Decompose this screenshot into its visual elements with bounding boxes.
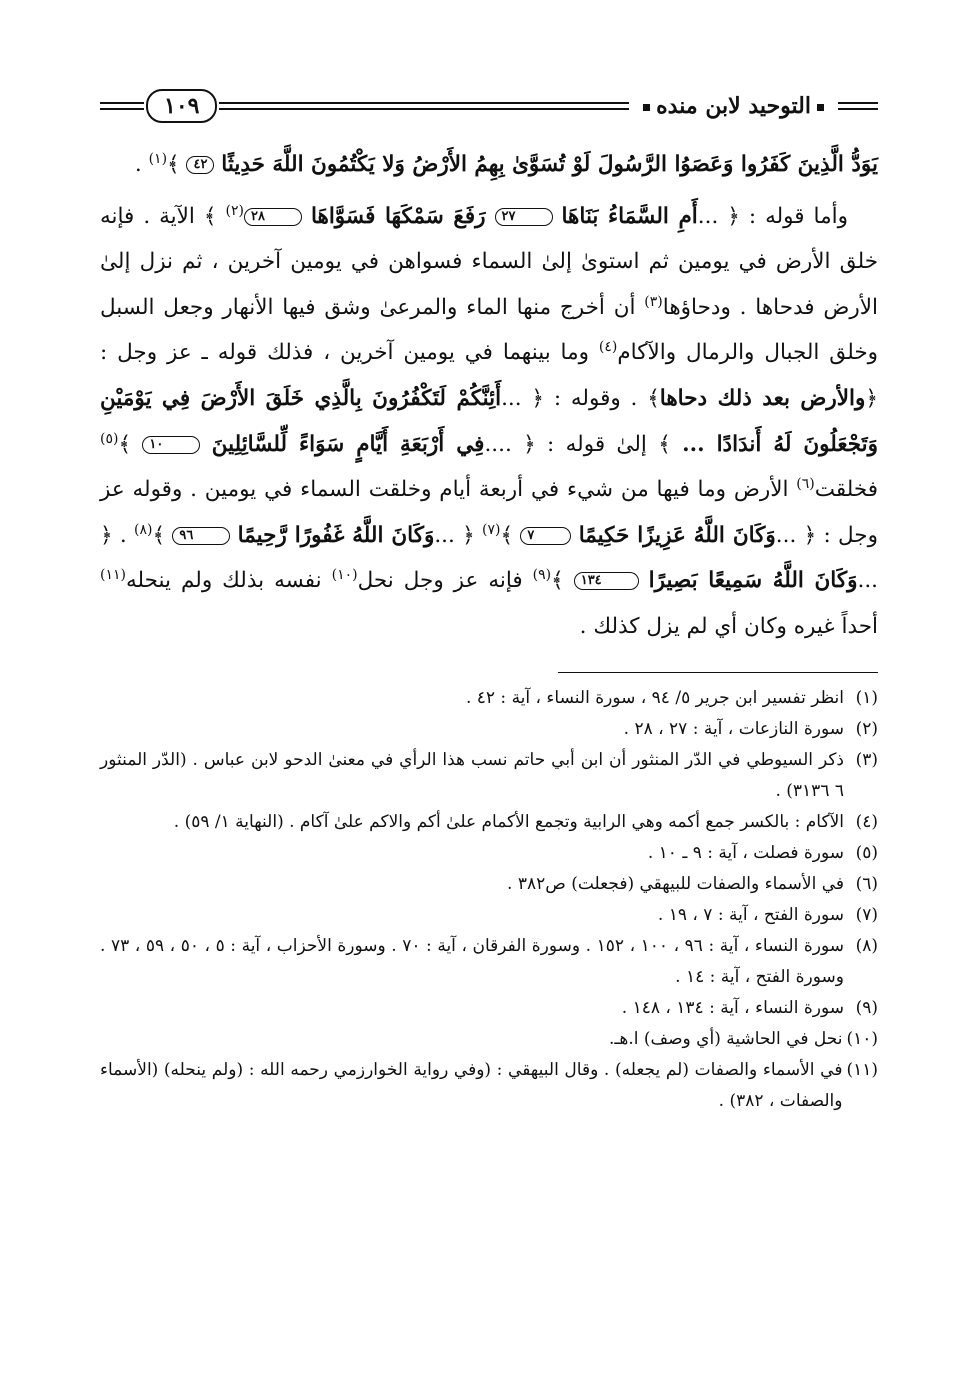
quran-quote: أَمِ السَّمَاءُ بَنَاهَا [561,203,698,229]
square-ornament-icon [643,104,650,111]
footnote [100,838,878,869]
footnote-ref: (٦) [796,476,815,492]
footnote-number: (١١) [846,1059,878,1080]
square-ornament-icon [817,104,824,111]
text-run: ﴾ إلىٰ قوله : ﴿ .... [484,431,671,457]
footnote-text: سورة النساء ، آية : ٩٦ ، ١٠٠ ، ١٥٢ . وسورة الفرقان ، آية : ٧٠ . وسورة الأحزاب ، آية : ٥ ، ٥٠ ، ٥٩ ، ٧٣ . وسورة الفتح ، آية : ١٤ . [100,935,844,987]
footnote-number: (٣) [855,749,878,770]
footnote [100,1024,878,1055]
footnote-number: (٢) [855,718,878,739]
quran-quote: والأرض بعد ذلك دحاها [659,385,866,411]
footnote [100,745,878,807]
verse-number: ٢٧ [495,208,553,226]
page-number: ١٠٩ [146,89,217,123]
verse-number: ٧ [520,527,571,545]
footnote-text: الآكام : بالكسر جمع أكمه وهي الرابية وتجمع الأكمام علىٰ أكم والاكم علىٰ آكام . (النهاية ١/ ٥٩) . [173,811,844,832]
footnote [100,993,878,1024]
quran-quote: رَفَعَ سَمْكَهَا فَسَوَّاهَا [310,203,486,229]
footnote-number: (٤) [855,811,878,832]
footnote [100,714,878,745]
text-run: أحداً غيره وكان أي لم يزل كذلك . [579,613,878,639]
footnote-text: سورة النازعات ، آية : ٢٧ ، ٢٨ . [623,718,844,739]
running-header [100,80,878,132]
quran-quote: أَئِنَّكُمْ لَتَكْفُرُونَ بِالَّذِي خَلَقَ الأَرْضَ فِي يَوْمَيْنِ وَتَجْعَلُونَ لَهُ أَندَادًا ... [100,385,879,457]
footnote-ref: (١) [148,150,168,167]
text-run: نفسه بذلك ولم ينحله [125,568,322,594]
running-title [637,93,830,119]
footnotes [100,683,878,1117]
verse-number: ٩٦ [172,527,230,545]
verse-number: ٤٢ [186,156,214,174]
quran-quote: فِي أَرْبَعَةِ أَيَّامٍ سَوَاءً لِّلسَّائِلِينَ [211,431,485,457]
text-run: وما بينهما في يومين آخرين ، فذلك قوله ـ عز وجل : ﴿ [100,340,878,411]
text-run: ﴾ . وقوله : ﴿ ... [501,385,660,411]
paragraph-2: وأما قوله : ﴿ ...أَمِ السَّمَاءُ بَنَاهَا ٢٧ رَفَعَ سَمْكَهَا فَسَوَّاهَا ٢٨$^{(٢)}$ ﴾ الآية . فإنه خلق الأرض في يومين ثم استوىٰ إلىٰ السماء فسواهن في يومين آخرين ، ثم نزل إلىٰ الأرض فدحاها . ودحاؤها$^{(٣)}$ أن أخرج منها الماء والمرعىٰ وشق فيها الأنهار وجعل السبل وخلق الجبال والرمال والآكام$^{(٤)}$ وما بينهما في يومين آخرين ، فذلك قوله ـ عز وجل : ﴿والأرض بعد ذلك دحاها﴾ . وقوله : ﴿ ...أَئِنَّكُمْ لَتَكْفُرُونَ بِالَّذِي خَلَقَ الأَرْضَ فِي يَوْمَيْنِ وَتَجْعَلُونَ لَهُ أَندَادًا ... ﴾ إلىٰ قوله : ﴿ ....فِي أَرْبَعَةِ أَيَّامٍ سَوَاءً لِّلسَّائِلِينَ ١٠ ﴾$^{(٥)}$ فخلقت$^{(٦)}$ الأرض وما فيها من شيء في أربعة أيام وخلقت السماء في يومين . وقوله عز وجل : ﴿ ...وَكَانَ اللَّهُ عَزِيزًا حَكِيمًا ٧ ﴾$^{(٧)}$ ﴿ ...وَكَانَ اللَّهُ غَفُورًا رَّحِيمًا ٩٦ ﴾$^{(٨)}$ . ﴿ ...وَكَانَ اللَّهُ سَمِيعًا بَصِيرًا ١٣٤ ﴾$^{(٩)}$ فإنه عز وجل نحل$^{(١٠)}$ نفسه بذلك ولم ينحله$^{(١١)}$ أحداً غيره وكان أي لم يزل كذلك . [100,202,879,639]
footnote-number: (١٠) [846,1028,878,1049]
footnote-ref: (٩) [532,567,552,584]
main-text [100,142,878,650]
text-run: أن أخرج منها الماء والمرعىٰ وشق فيها الأنهار وجعل السبل وخلق الجبال والرمال والآكام [100,294,878,366]
footnote-ref: (٨) [134,521,153,538]
paragraph-1: يَوَدُّ الَّذِينَ كَفَرُوا وَعَصَوُا الرَّسُولَ لَوْ تُسَوَّىٰ بِهِمُ الأَرْضُ وَلا يَكْتُمُونَ اللَّهَ حَدِيثًا ٤٢ ﴾$^{(١)}$ . [134,150,878,177]
footnote-number: (٥) [855,842,878,863]
footnote-number: (٧) [855,904,878,925]
text-run: ﴾ الآية . فإنه خلق الأرض في يومين ثم استوىٰ إلىٰ السماء فسواهن في يومين آخرين ، ثم نزل إلىٰ الأرض فدحاها . ودحاؤها [100,203,878,320]
footnote-text: سورة الفتح ، آية : ٧ ، ١٩ . [657,904,844,925]
book-title: التوحيد لابن منده [656,93,811,119]
footnote-number: (٩) [855,997,878,1018]
header-rule [838,102,878,110]
text-run: فخلقت [814,477,878,503]
book-page [100,80,878,1360]
header-rule [219,102,629,110]
quran-quote: وَكَانَ اللَّهُ سَمِيعًا بَصِيرًا [648,568,858,594]
footnote-text: سورة النساء ، آية : ١٣٤ ، ١٤٨ . [621,997,844,1018]
footnote-number: (١) [855,687,878,708]
footnote [100,1055,878,1117]
footnote-text: سورة فصلت ، آية : ٩ ـ ١٠ . [647,842,844,863]
footnote-ref: (٤) [598,339,618,356]
text-run: ﴿ ... [434,522,475,548]
footnote [100,683,878,714]
verse-number: ١٠ [142,436,200,454]
text-run: وأما قوله : ﴿ ... [697,203,848,229]
footnote [100,931,878,993]
footnote [100,869,878,900]
footnote-number: (٦) [855,873,878,894]
quran-quote: وَكَانَ اللَّهُ عَزِيزًا حَكِيمًا [578,522,776,548]
footnote-text: نحل في الحاشية (أي وصف) ا.هـ. [609,1028,843,1049]
footnote-ref: (٢) [225,202,244,219]
footnote-number: (٨) [855,935,878,956]
footnote-ref: (٣) [644,293,663,310]
text-run: فإنه عز وجل نحل [357,568,523,594]
footnote-text: انظر تفسير ابن جرير ٥/ ٩٤ ، سورة النساء ، آية : ٤٢ . [465,687,844,708]
text-run: الأرض وما فيها من شيء في أربعة أيام وخلقت السماء في يومين . وقوله عز وجل : ﴿ ... [100,477,878,548]
footnote-text: في الأسماء والصفات للبيهقي (فجعلت) ص٣٨٢ . [507,873,844,894]
footnote-ref: (٧) [482,521,501,538]
footnote [100,900,878,931]
footnote-text: ذكر السيوطي في الدّر المنثور أن ابن أبي حاتم نسب هذا الرأي في معنىٰ الدحو لابن عباس . (الدّر المنثور ٦ ٣١٣٦) . [100,749,844,801]
footnote [100,807,878,838]
quran-quote: وَكَانَ اللَّهُ غَفُورًا رَّحِيمًا [237,522,435,548]
footnote-ref: (١١) [100,567,126,584]
text-run: . ﴿ ... [100,522,878,594]
verse-number: ١٣٤ [574,572,639,590]
footnote-ref: (١٠) [331,567,358,584]
verse-number: ٢٨ [244,208,302,226]
footnote-divider [558,672,878,673]
footnote-text: في الأسماء والصفات (لم يجعله) . وقال البيهقي : (وفي رواية الخوارزمي رحمه الله : (ولم ينحله) (الأسماء والصفات ، ٣٨٢) . [100,1059,843,1111]
header-rule [100,102,144,110]
quran-quote: يَوَدُّ الَّذِينَ كَفَرُوا وَعَصَوُا الرَّسُولَ لَوْ تُسَوَّىٰ بِهِمُ الأَرْضُ وَلا يَكْتُمُونَ اللَّهَ حَدِيثًا [221,152,878,177]
footnote-ref: (٥) [100,430,119,447]
